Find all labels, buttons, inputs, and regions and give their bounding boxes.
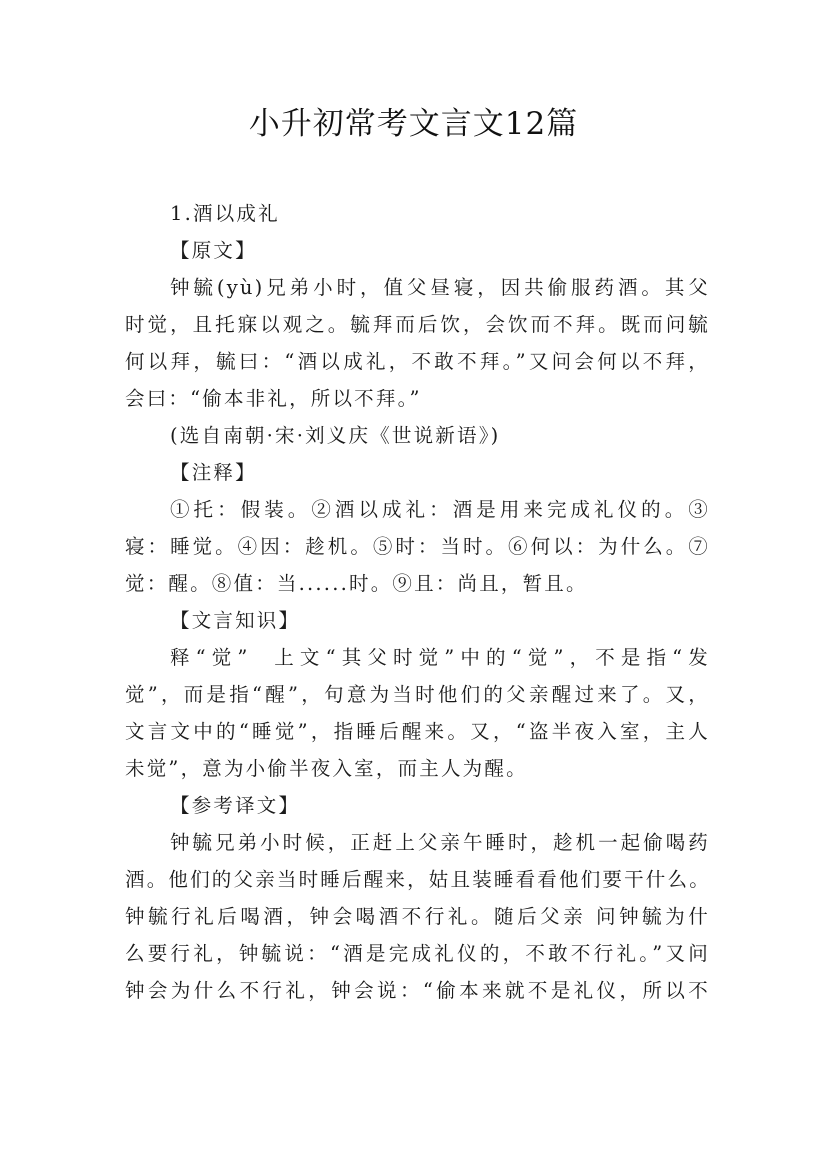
knowledge-line: 未觉”，意为小偷半夜入室，而主人为醒。 <box>125 757 528 780</box>
notes-line: 觉：醒。⑧值：当......时。⑨且：尚且，暂且。 <box>125 572 588 595</box>
item-heading: 1.酒以成礼 <box>170 202 280 225</box>
section-heading-notes: 【注释】 <box>170 461 257 484</box>
page-title: 小升初常考文言文12篇 <box>248 106 579 142</box>
knowledge-line: 觉”，而是指“醒”，句意为当时他们的父亲醒过来了。又， <box>125 683 710 706</box>
translation-line: 钟毓兄弟小时候，正赶上父亲午睡时，趁机一起偷喝药 <box>170 831 710 854</box>
notes-line: 寝：睡觉。④因：趁机。⑤时：当时。⑥何以：为什么。⑦ <box>125 535 710 558</box>
knowledge-line: 文言文中的“睡觉”，指睡后醒来。又，“盗半夜入室，主人 <box>125 720 710 743</box>
translation-line: 钟毓行礼后喝酒，钟会喝酒不行礼。随后父亲 问钟毓为什 <box>125 905 710 928</box>
original-text-line: 何以拜，毓曰：“酒以成礼，不敢不拜。”又问会何以不拜， <box>125 350 710 373</box>
translation-line: 么要行礼，钟毓说：“酒是完成礼仪的，不敢不行礼。”又问 <box>125 942 710 965</box>
document-body <box>125 195 710 1009</box>
section-heading-translation: 【参考译文】 <box>170 794 301 817</box>
original-text-line: 时觉，且托寐以观之。毓拜而后饮，会饮而不拜。既而问毓 <box>125 313 710 336</box>
translation-line: 酒。他们的父亲当时睡后醒来，姑且装睡看看他们要干什么。 <box>125 868 711 891</box>
knowledge-line: 释“觉” 上文“其父时觉”中的“觉”，不是指“发 <box>170 646 710 669</box>
section-heading-knowledge: 【文言知识】 <box>170 609 301 632</box>
notes-line: ①托：假装。②酒以成礼：酒是用来完成礼仪的。③ <box>170 498 710 521</box>
original-text-line: 钟毓(yù)兄弟小时，值父昼寝，因共偷服药酒。其父 <box>170 276 710 299</box>
translation-line: 钟会为什么不行礼，钟会说：“偷本来就不是礼仪，所以不 <box>125 979 710 1002</box>
section-heading-original: 【原文】 <box>170 239 257 262</box>
original-text-line: 会曰：“偷本非礼，所以不拜。” <box>125 387 422 410</box>
source-citation: (选自南朝·宋·刘义庆《世说新语》) <box>170 424 501 447</box>
